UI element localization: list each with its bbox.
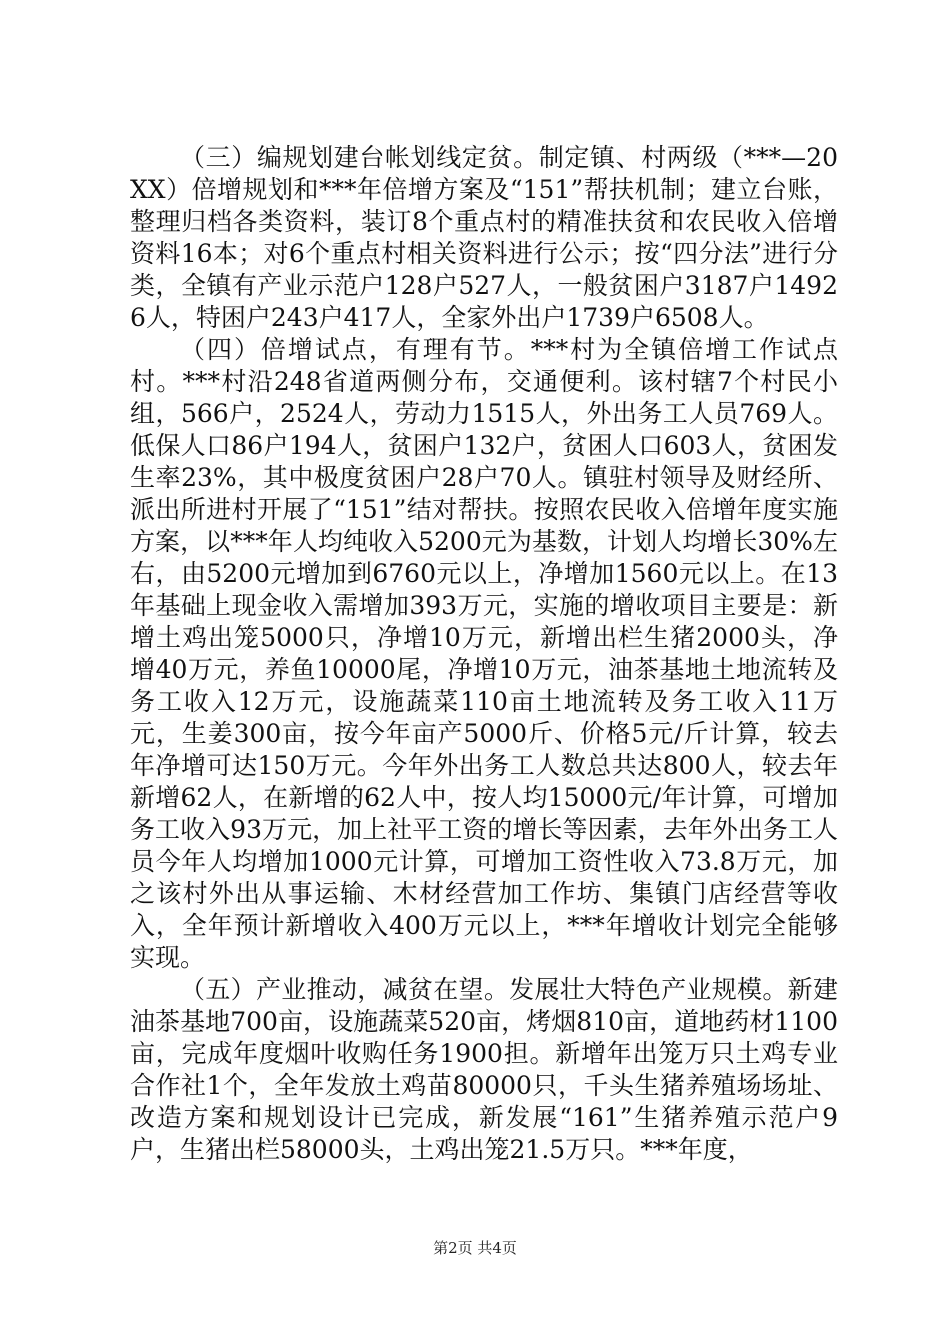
paragraph-section-5: （五）产业推动，减贫在望。发展壮大特色产业规模。新建油茶基地700亩，设施蔬菜520亩，烤烟810亩，道地药材1100亩，完成年度烟叶收购任务1900担。新增年出笼万只土鸡专业合作社1个，全年发放土鸡苗80000只，千头生猪养殖场场址、改造方案和规划设计已完成，新发展“161”生猪养殖示范户9户，生猪出栏58000头，土鸡出笼21.5万只。***年度， [130,975,838,1164]
paragraph-section-4: （四）倍增试点，有理有节。***村为全镇倍增工作试点村。***村沿248省道两侧分布，交通便利。该村辖7个村民小组，566户，2524人，劳动力1515人，外出务工人员769人。低保人口86户194人，贫困户132户，贫困人口603人，贫困发生率23%，其中极度贫困户28户70人。镇驻村领导及财经所、派出所进村开展了“151”结对帮扶。按照农民收入倍增年度实施方案，以***年人均纯收入5200元为基数，计划人均增长30%左右，由5200元增加到6760元以上，净增加1560元以上。在13年基础上现金收入需增加393万元，实施的增收项目主要是：新增土鸡出笼5000只，净增10万元，新增出栏生猪2000头，净增40万元，养鱼10000尾，净增10万元，油茶基地土地流转及务工收入12万元，设施蔬菜110亩土地流转及务工收入11万元，生姜300亩，按今年亩产5000斤、价格5元/斤计算，较去年净增可达150万元。今年外出务工人数总共达800人，较去年新增62人，在新增的62人中，按人均15000元/年计算，可增加务工收入93万元，加上社平工资的增长等因素，去年外出务工人员今年人均增加1000元计算，可增加工资性收入73.8万元，加之该村外出从事运输、木材经营加工作坊、集镇门店经营等收入，全年预计新增收入400万元以上，***年增收计划完全能够实现。 [130,335,838,972]
page-number-footer: 第2页 共4页 [433,1239,517,1257]
document-body [130,142,838,1166]
paragraph-section-3: （三）编规划建台帐划线定贫。制定镇、村两级（***—20XX）倍增规划和***年倍增方案及“151”帮扶机制；建立台账，整理归档各类资料，装订8个重点村的精准扶贫和农民收入倍增资料16本；对6个重点村相关资料进行公示；按“四分法”进行分类，全镇有产业示范户128户527人，一般贫困户3187户14926人，特困户243户417人，全家外出户1739户6508人。 [130,143,838,332]
